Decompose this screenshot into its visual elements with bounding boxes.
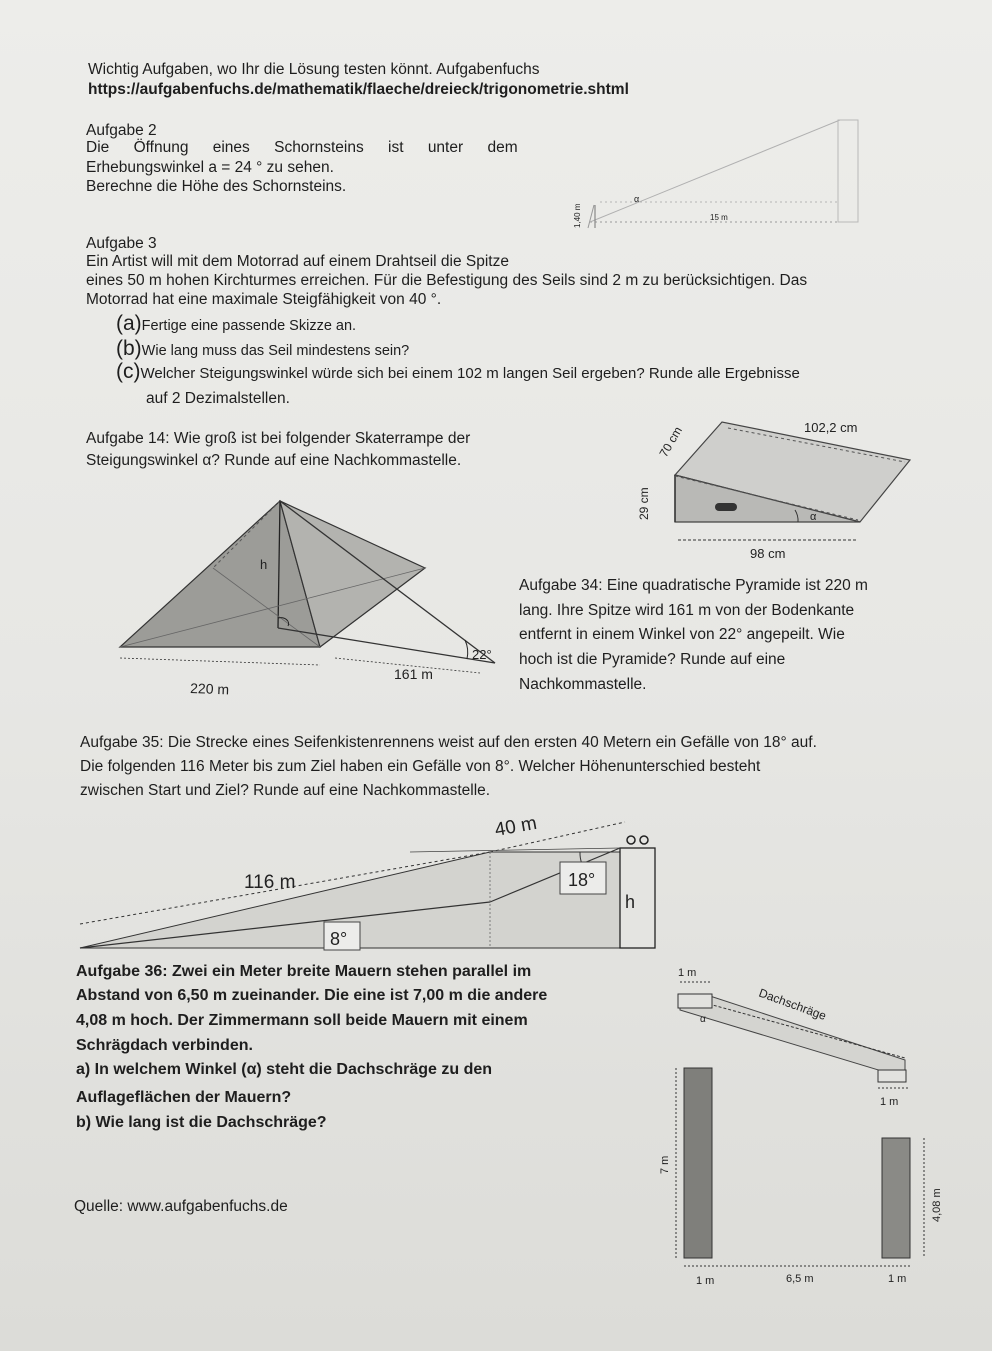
- a34-line-2: lang. Ihre Spitze wird 161 m von der Bodenkante: [519, 602, 855, 619]
- a3-line-3: Motorrad hat eine maximale Steigfähigkeit von 40 °.: [86, 291, 442, 308]
- a14-fig-alpha: α: [810, 511, 817, 523]
- a34-fig-22: 22°: [472, 647, 492, 662]
- a36-wall-right: [882, 1138, 910, 1258]
- a3-item-b: [116, 339, 409, 361]
- a2-line-2: Erhebungswinkel a = 24 ° zu sehen.: [86, 159, 334, 176]
- a36-fig-1m-br: 1 m: [888, 1273, 907, 1285]
- header-line-1: Wichtig Aufgaben, wo Ihr die Lösung testen könnt. Aufgabenfuchs: [88, 61, 540, 78]
- a3-c-mark: (c): [116, 360, 141, 383]
- a3-c-text-2: auf 2 Dezimalstellen.: [146, 390, 290, 407]
- a36-question-a: a) In welchem Winkel (α) steht die Dachschräge zu den: [76, 1061, 493, 1078]
- a3-item-a: [116, 314, 356, 336]
- a34-fig-h: h: [260, 557, 268, 572]
- a14-skate-ramp-figure: [620, 400, 920, 570]
- a36-wall-left: [684, 1068, 712, 1258]
- a2-line-1: Die Öffnung eines Schornsteins ist unter dem: [86, 139, 518, 156]
- a36-fig-65: 6,5 m: [786, 1273, 814, 1285]
- a36-walls-figure: [640, 960, 943, 1290]
- a34-pyramid-figure: [110, 495, 530, 705]
- a34-fig-220: 220 m: [189, 680, 230, 698]
- a36-question-b: b) Wie lang ist die Dachschräge?: [76, 1114, 327, 1131]
- a35-line-1: Aufgabe 35: Die Strecke eines Seifenkistenrennens weist auf den ersten 40 Metern ein Gefälle von 18° auf.: [80, 734, 817, 751]
- a3-a-text: Fertige eine passende Skizze an.: [141, 318, 357, 334]
- a35-fig-40: 40 m: [493, 812, 539, 841]
- a35-fig-18: 18°: [568, 870, 596, 890]
- a36-question-a-2: Auflageflächen der Mauern?: [76, 1089, 292, 1106]
- a14-line-1: Aufgabe 14: Wie groß ist bei folgender Skaterrampe der: [86, 430, 471, 447]
- a36-line-2: Abstand von 6,50 m zueinander. Die eine ist 7,00 m die andere: [76, 987, 548, 1004]
- a2-fig-alpha: α: [634, 194, 640, 204]
- a34-line-4: hoch ist die Pyramide? Runde auf eine: [519, 651, 786, 668]
- a35-soapbox-figure: [70, 800, 670, 960]
- a36-fig-408: 4,08 m: [931, 1188, 943, 1222]
- a36-fig-1m-right: 1 m: [880, 1096, 899, 1108]
- a14-skateboard-icon: [715, 503, 737, 511]
- a36-fig-dach: Dachschräge: [756, 985, 829, 1024]
- a34-line-5: Nachkommastelle.: [519, 676, 647, 693]
- a34-line-3: entfernt in einem Winkel von 22° angepeilt. Wie: [519, 626, 845, 643]
- a36-fig-1m-bl: 1 m: [696, 1275, 715, 1287]
- a14-fig-102: 102,2 cm: [804, 420, 858, 435]
- a35-wheel-icon-1: [627, 836, 635, 844]
- a3-c-text: Welcher Steigungswinkel würde sich bei einem 102 m langen Seil ergeben? Runde alle Ergebnisse: [140, 365, 800, 382]
- a3-item-c: [116, 362, 800, 383]
- a34-line-1: Aufgabe 34: Eine quadratische Pyramide ist 220 m: [519, 577, 868, 594]
- a14-line-2: Steigungswinkel α? Runde auf eine Nachkommastelle.: [86, 452, 462, 469]
- a36-fig-1m-top: 1 m: [678, 967, 697, 979]
- a3-a-mark: (a): [116, 312, 142, 335]
- a3-b-mark: (b): [116, 337, 142, 360]
- a35-wheel-icon-2: [640, 836, 648, 844]
- a3-title: Aufgabe 3: [86, 235, 157, 252]
- a14-fig-70: 70 cm: [656, 424, 685, 460]
- a35-line-2: Die folgenden 116 Meter bis zum Ziel haben ein Gefälle von 8°. Welcher Höhenunterschied besteht: [80, 758, 761, 775]
- a2-chimney-figure: [560, 110, 880, 240]
- a35-line-3: zwischen Start und Ziel? Runde auf eine Nachkommastelle.: [80, 782, 491, 799]
- a14-fig-29: 29 cm: [637, 487, 651, 520]
- a2-line-3: Berechne die Höhe des Schornsteins.: [86, 178, 347, 195]
- a3-line-2: eines 50 m hohen Kirchturmes erreichen. Für die Befestigung des Seils sind 2 m zu berücksichtigen. Das: [86, 272, 808, 289]
- a36-fig-alpha: α: [700, 1014, 706, 1025]
- a34-fig-161: 161 m: [394, 666, 433, 682]
- a35-fig-h: h: [625, 892, 636, 912]
- a36-line-1: Aufgabe 36: Zwei ein Meter breite Mauern stehen parallel im: [76, 963, 532, 980]
- footer-source: Quelle: www.aufgabenfuchs.de: [74, 1198, 288, 1215]
- a2-title: Aufgabe 2: [86, 122, 157, 139]
- a36-line-4: Schrägdach verbinden.: [76, 1037, 253, 1054]
- a35-fig-8: 8°: [330, 929, 348, 949]
- a35-fig-116: 116 m: [244, 872, 296, 893]
- a14-fig-98: 98 cm: [750, 546, 786, 561]
- header-url: https://aufgabenfuchs.de/mathematik/flaeche/dreieck/trigonometrie.shtml: [88, 81, 629, 98]
- a3-b-text: Wie lang muss das Seil mindestens sein?: [141, 343, 410, 359]
- a2-fig-height: 1,40 m: [573, 203, 582, 228]
- a2-fig-dist: 15 m: [710, 213, 728, 222]
- a3-line-1: Ein Artist will mit dem Motorrad auf einem Drahtseil die Spitze: [86, 253, 509, 270]
- a36-fig-7m: 7 m: [659, 1155, 671, 1174]
- a36-line-3: 4,08 m hoch. Der Zimmermann soll beide Mauern mit einem: [76, 1012, 528, 1029]
